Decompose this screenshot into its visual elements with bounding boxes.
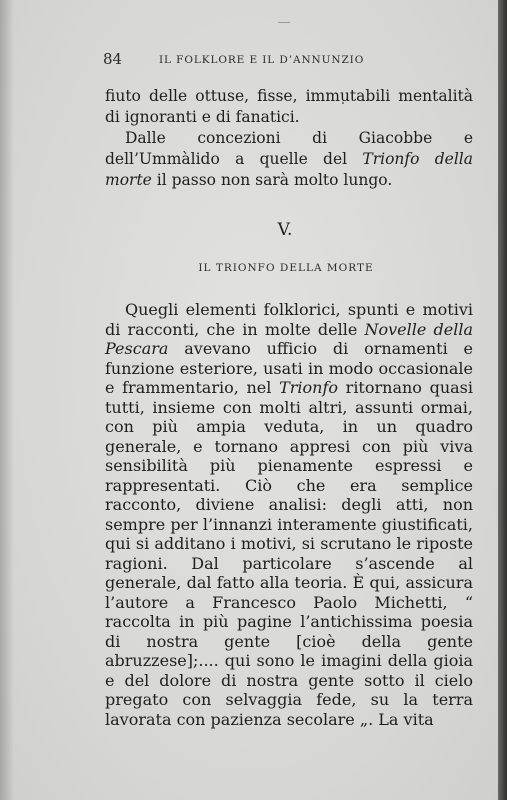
main-paragraph [105, 300, 473, 729]
running-head: IL FOLKLORE E IL D’ANNUNZIO [159, 54, 365, 66]
paragraph-continuation: fiuto delle ottuse, fisse, immutabili mentalità di ignoranti e di fanatici. [105, 87, 473, 126]
section-title: IL TRIONFO DELLA MORTE [198, 262, 374, 274]
printer-mark [278, 22, 290, 23]
top-text-block [105, 86, 473, 191]
italic-title-trionfo: Trionfo [279, 378, 338, 397]
italic-title-novelle-della-pescara: Novelle della Pescara [105, 319, 473, 358]
section-number: V. [277, 220, 293, 240]
text-segment: Quegli elementi folklorici, spunti e motivi di racconti, che in molte delle [105, 300, 473, 339]
text-segment: avevano ufficio di ornamenti e funzione esteriore, usati in modo occasionale e frammentario, nel [105, 339, 473, 397]
text-segment: il passo non sarà molto lungo. [151, 171, 393, 189]
page-header [103, 50, 473, 72]
text-segment: Dalle concezioni di Giacobbe e dell’Ummàlido a quelle del [105, 129, 473, 168]
page-edge [498, 0, 507, 800]
page-number: 84 [103, 50, 123, 68]
main-text-block [105, 300, 473, 729]
binding-shadow [0, 0, 14, 800]
text-segment: ritornano quasi tutti, insieme con molti altri, assunti ormai, con più ampia veduta, in un quadro generale, e tornano appresi con più viva sensibilità più pienamente espressi e rappresentati. Ciò che era semplice racconto, diviene analisi: degli atti, non sempre per l’innanzi interamente giustificati, qui si additano i motivi, si scrutano le riposte ragioni. Dal particolare s’ascende al generale, dal fatto alla teoria. È qui, assicura l’autore a Francesco Paolo Michetti, “ raccolta in più pagine l’antichissima poesia di nostra gente [cioè della gente abruzzese];.... qui sono le imagini della gioia e del dolore di nostra gente sotto il cielo pregato con selvaggia fede, su la terra lavorata con pazienza secolare „. La vita [105, 378, 474, 729]
italic-title-trionfo-della-morte: Trionfo della morte [105, 150, 473, 189]
paragraph-transition [105, 128, 473, 191]
